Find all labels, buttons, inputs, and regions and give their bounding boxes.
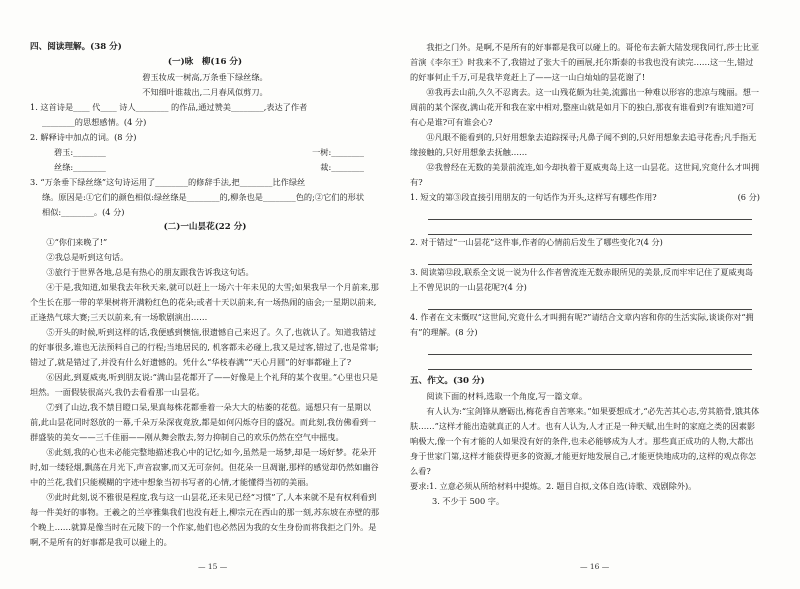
question-1-cont: ________的思想感情。(4 分) bbox=[42, 117, 147, 127]
passage-paragraph: ⑫我曾经在无数的美景前流连,如今却执着于夏威夷岛上这一山昙花。这世间,究竟什么才叫拥有? bbox=[410, 162, 760, 187]
reading-question-1-text: 1. 短文的第③段直接引用朋友的一句话作为开头,这样写有哪些作用? bbox=[410, 192, 657, 202]
answer-line[interactable] bbox=[428, 220, 752, 235]
answer-line[interactable] bbox=[428, 250, 752, 265]
answer-line[interactable] bbox=[428, 295, 752, 310]
passage-paragraph: ⑧此刻,我的心也未必能完整地描述我心中的记忆;如今,虽然是一场梦,却是一场好梦。花朵开时,如一缕轻烟,飘荡在月光下,声音寂寥,而又无可奈何。但花朵一旦凋谢,那样的感觉却仍然如幽谷中的兰花,我们只能模糊的字迹中想象当初书写者的心情,才能懂得当初的美丽。 bbox=[30, 447, 379, 487]
passage-paragraph: ⑨此时此刻,说不雅很是程度,我与这一山昙花,还未见已经“习惯”了,人本来就不是有权利看到每一件美好的事物。王羲之的兰亭雅集我们也没有赶上,柳宗元在西山的那一刻,苏东坡在赤壁的那个晚上……就算是像当时在元陵下的一个作家,他们也必然因为我的女生身份而将我拒之门外。是啊,不是所有的好事都是我可以碰上的。 bbox=[30, 492, 380, 547]
answer-sitao: 丝绦:________ bbox=[54, 162, 106, 172]
passage-paragraph: ⑪凡眼不能看到的,只好用想象去追踪探寻;凡鼻子闻不到的,只好用想象去追寻花香;凡手指无缘接触的,只好用想象去抚触…… bbox=[410, 132, 757, 157]
answer-row bbox=[30, 145, 380, 160]
passage-paragraph: ⑤开头的时候,听到这样的话,我便感到懊恼,很遗憾自己来迟了。久了,也就认了。知道我错过的好事很多,谁也无法预料自己的行程;当地居民的, 机客都未必碰上,我又是过客,错过了,也是常事;错过了,就是错过了,并没有什么好遗憾的。凭什么“华枝春满”“天心月圆”的好事都碰上了? bbox=[30, 327, 379, 367]
answer-cai: 裁:________ bbox=[320, 162, 364, 172]
reading-question-2: 2. 对于错过“一山昙花”这件事,作者的心情前后发生了哪些变化?(4 分) bbox=[410, 237, 663, 247]
reading-question-1 bbox=[410, 190, 760, 205]
answer-row bbox=[30, 160, 380, 175]
poem-title: (一)咏 柳(16 分) bbox=[167, 57, 243, 67]
answer-biyu: 碧玉:________ bbox=[54, 147, 106, 157]
left-page bbox=[30, 40, 380, 550]
passage-paragraph: ②我总是听到这句话。 bbox=[46, 252, 129, 262]
question-3: 3. “万条垂下绿丝绦”这句诗运用了________的修辞手法,把________比作绿丝 bbox=[30, 177, 306, 187]
passage-paragraph: ③旅行于世界各地,总是有热心的朋友跟我告诉我这句话。 bbox=[46, 267, 254, 277]
reading-question-4: 4. 作者在文末慨叹“这世间,究竟什么才叫拥有呢?”请结合文章内容和你的生活实际,谈谈你对“拥有”的理解。(8 分) bbox=[410, 312, 754, 337]
passage-title: (二)一山昙花(22 分) bbox=[163, 222, 247, 232]
poem-line-2: 不知细叶谁裁出,二月春风似剪刀。 bbox=[142, 87, 268, 97]
section-4-heading: 四、阅读理解。(38 分) bbox=[30, 42, 122, 52]
passage-paragraph: ⑥因此,到夏威夷,听到朋友说:“满山昙花都开了——好像是上个礼拜的某个夜里。”心里也只是坦然。一面假装很高兴,我仍去看看那一山昙花。 bbox=[30, 372, 378, 397]
answer-line[interactable] bbox=[428, 205, 752, 220]
answer-line[interactable] bbox=[428, 340, 752, 355]
question-2: 2. 解释诗中加点的词。(8 分) bbox=[30, 132, 137, 142]
composition-requirement: 要求:1. 立意必须从所给材料中提炼。2. 题目自拟,文体自选(诗歌、戏剧除外)。 bbox=[410, 481, 697, 491]
composition-requirement: 3. 不少于 500 字。 bbox=[432, 496, 505, 506]
passage-paragraph: ⑩我再去山前,久久不忍离去。这一山残花颇为壮美,流露出一种难以形容的悲凉与瑰丽。想一周前的某个深夜,满山花开和我在家中相对,整座山就是如月下的独白,那夜有谁看到?有谁知道?可有心是谁?可有谁会心? bbox=[410, 87, 760, 127]
reading-question-3: 3. 阅读第⑫段,联系全文说一说为什么作者曾流连无数赤眼所见的美景,反而牢牢记住了夏威夷岛上不曾见识的一山昙花呢?(4 分) bbox=[410, 267, 754, 292]
composition-material: 有人认为:“宝剑锋从磨砺出,梅花香自苦寒来。”如果要想成才,“必先苦其心志,劳其筋骨,饿其体肤……”这样才能出造就真正的人才。也有人认为,人才正是一种天赋,出生时的家庭之类的因素影响极大,像一个有才能的人如果没有好的条件,也未必能够成为人才。那些真正成功的人物,大都出身于世家门第,这样才能获得更多的资源,才能更好地发展自己,才能更快地成功的,这样的观点你怎么看? bbox=[410, 406, 760, 476]
answer-yishu: 一树:________ bbox=[312, 147, 364, 157]
question-1: 1. 这首诗是____ 代____ 诗人________ 的作品,通过赞美________,表达了作者 bbox=[30, 102, 308, 112]
section-5-heading: 五、作文。(30 分) bbox=[410, 376, 485, 386]
composition-intro: 阅读下面的材料,选取一个角度,写一篇文章。 bbox=[426, 391, 588, 401]
poem-line-1: 碧玉妆成一树高,万条垂下绿丝绦。 bbox=[142, 72, 268, 82]
passage-paragraph: ④于是,我知道,如果我去年秋天来,就可以赶上一场六十年未见的大雪;如果我早一个月前来,那个生长在那一带的苹果树将开满粉红色的花朵;或者十天以前来,有一场热闹的庙会;一星期以前来,正逢热气球大赛;三天以前来,有一场歌剧演出…… bbox=[30, 282, 379, 322]
right-page bbox=[410, 40, 760, 509]
answer-line[interactable] bbox=[428, 355, 752, 370]
question-3-cont: 相似:________。(4 分) bbox=[42, 207, 125, 217]
passage-paragraph: ⑦到了山边,我不禁目瞪口呆,果真每株花都垂着一朵大大的枯萎的花苞。遥想只有一星期以前,此山昙花同时怒放的一幕,千朵万朵深夜竟放,都是如何闪烁夺目的盛况。而此刻,我仿佛看到一群盛装的美女——三千佳丽——刚从舞会散去,努力抑制自己的欢乐仍然在空气中摇曳。 bbox=[30, 402, 377, 442]
passage-paragraph: 我拒之门外。是啊,不是所有的好事都是我可以碰上的。哥伦布去新大陆发现我同行,莎士比亚首演《李尔王》时我来不了,我错过了张大千的画展,托尔斯泰的书我也没有读完……这一生,错过的好事何止千万,可是我毕竟赶上了——这一山白灿灿的昙花谢了! bbox=[410, 42, 760, 82]
passage-paragraph: ①“你们来晚了!” bbox=[46, 237, 108, 247]
page-number-right: — 16 — bbox=[580, 562, 610, 571]
question-3-cont: 绦。原因是:①它们的颜色相似:绿丝绦是________的,柳条也是________色的;②它们的形状 bbox=[42, 192, 365, 202]
reading-question-1-points: (6 分) bbox=[737, 192, 760, 202]
page-number-left: — 15 — bbox=[198, 562, 228, 571]
